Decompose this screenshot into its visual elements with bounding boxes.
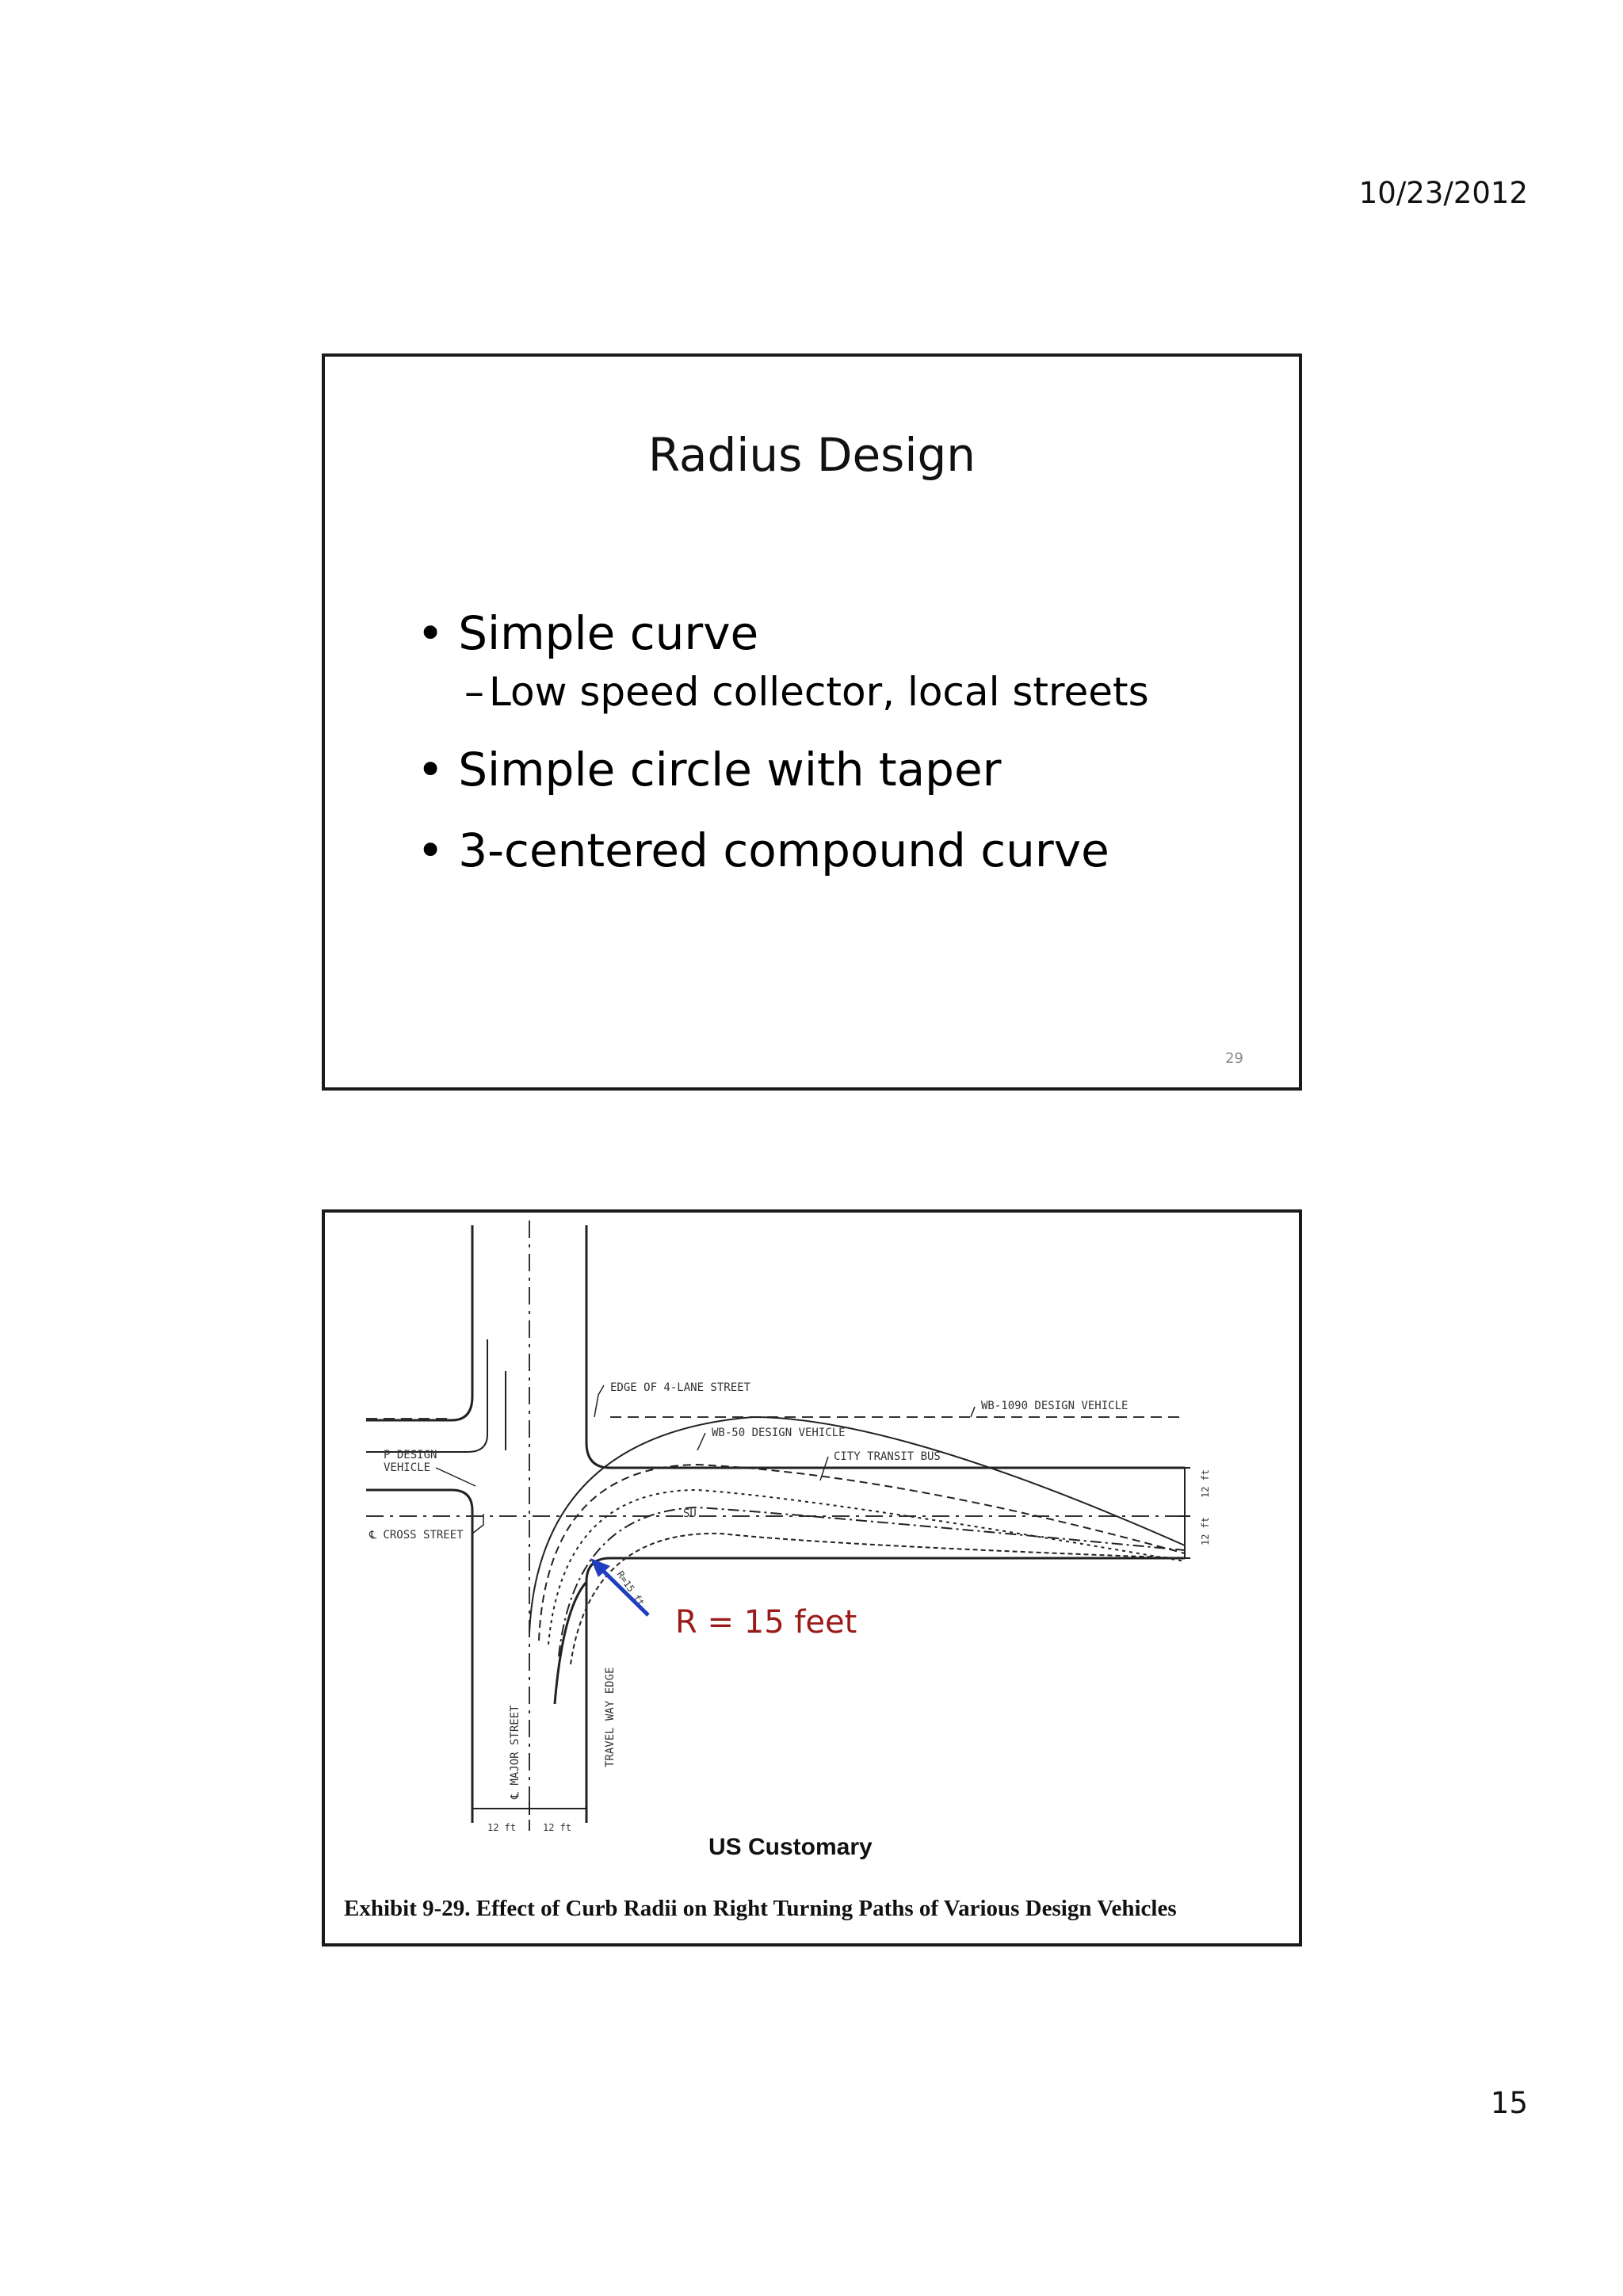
label-r15: R=15 ft: [614, 1568, 647, 1609]
slide-title: Radius Design: [647, 428, 976, 482]
label-p-design-1: P DESIGN: [384, 1449, 437, 1461]
label-travel-way: TRAVEL WAY EDGE: [604, 1667, 617, 1767]
sub-bullet-low-speed: – Low speed collector, local streets: [464, 672, 1149, 712]
label-wb50: WB-50 DESIGN VEHICLE: [712, 1427, 846, 1439]
bus-path: [548, 1490, 1185, 1645]
dim-left-12ft: 12 ft: [487, 1822, 517, 1833]
slide-number: 29: [1225, 1050, 1243, 1067]
label-edge-4-lane: EDGE OF 4-LANE STREET: [610, 1381, 751, 1394]
radius-annotation: R = 15 feet: [675, 1604, 857, 1641]
lane-dim-lower: 12 ft: [1200, 1516, 1211, 1545]
label-cross-street: ℄ CROSS STREET: [369, 1529, 464, 1541]
slide-radius-design: [322, 353, 1302, 1091]
label-p-design-2: VEHICLE: [384, 1461, 431, 1474]
units-label: US Customary: [708, 1834, 873, 1860]
exhibit-caption: Exhibit 9-29. Effect of Curb Radii on Right Turning Paths of Various Design Vehicles: [344, 1896, 1177, 1921]
bullet-compound-curve: • 3-centered compound curve: [417, 827, 1149, 873]
label-wb1090: WB-1090 DESIGN VEHICLE: [981, 1400, 1128, 1412]
p-path: [571, 1534, 1185, 1664]
wb1090-path: [529, 1417, 1185, 1633]
label-su: SU: [683, 1507, 697, 1520]
page-date: 10/23/2012: [1358, 176, 1528, 210]
slide-curb-radii-exhibit: [322, 1209, 1302, 1946]
bullet-circle-taper: • Simple circle with taper: [417, 747, 1149, 793]
lane-dim-upper: 12 ft: [1200, 1469, 1211, 1498]
label-transit-bus: CITY TRANSIT BUS: [834, 1450, 941, 1463]
bullet-simple-curve: • Simple curve: [417, 610, 1149, 656]
su-path: [559, 1507, 1185, 1656]
wb50-path: [539, 1465, 1185, 1641]
page-number: 15: [1490, 2086, 1528, 2120]
bullet-list: [417, 606, 1149, 877]
major-street-left-upper-edge: [366, 1225, 472, 1420]
dim-right-12ft: 12 ft: [543, 1822, 572, 1833]
label-major-street: ℄ MAJOR STREET: [509, 1705, 521, 1799]
curb-return-edge: [586, 1558, 1185, 1823]
